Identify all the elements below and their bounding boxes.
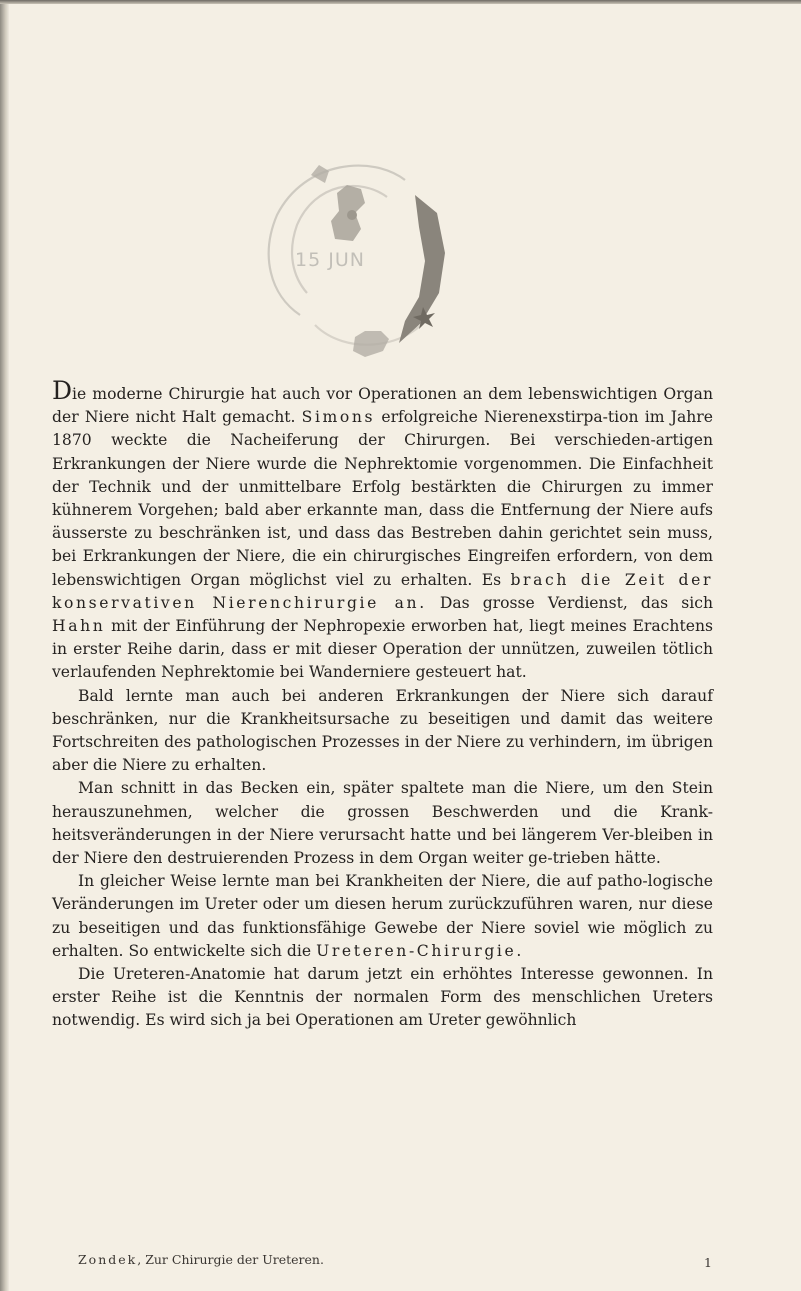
footer-author: Zondek — [78, 1252, 138, 1267]
drop-cap: D — [52, 376, 73, 405]
text-run: Die Ureteren-Anatomie hat darum jetzt ein erhöhtes Interesse gewonnen. In erster Reihe ist die Kenntnis der normalen Form des menschlichen Ureters notwendig. Es wird sich ja bei Operationen am Ureter gewöhnlich — [52, 965, 713, 1030]
page-footer — [78, 1252, 712, 1272]
emphasized-text: Ureteren-Chirurgie. — [316, 941, 524, 960]
paragraph — [52, 963, 713, 1033]
paragraph — [52, 376, 714, 685]
text-run: Das grosse Verdienst, das sich — [426, 593, 713, 612]
page-number: 1 — [704, 1255, 712, 1270]
text-run: Bald lernte man auch bei anderen Erkrankungen der Niere sich darauf beschränken, nur die Krankheitsursache zu beseitigen und damit das weitere Fortschreiten des pathologischen Prozesses in der Niere zu verhindern, im übrigen aber die Niere zu erhalten. — [52, 686, 713, 775]
emphasized-text: Hahn — [52, 617, 106, 636]
library-stamp — [255, 155, 455, 370]
text-run: In gleicher Weise lernte man bei Krankheiten der Niere, die auf patho-logische Veränderungen im Ureter oder um diesen herum zurückzuführen waren, nur diese zu beseitigen und das funktionsfähige Gewebe der Niere soviel wie möglich zu erhalten. So entwickelte sich die — [52, 872, 713, 960]
stamp-bottom-mark — [353, 331, 389, 357]
footer-citation — [78, 1252, 324, 1267]
text-run: ie moderne Chirurgie hat auch vor Operationen an dem lebenswichtigen Organ der Niere nicht Halt gemacht. — [52, 385, 713, 427]
stamp-top-mark — [311, 165, 329, 183]
page-top-edge — [0, 0, 801, 4]
footer-title: , Zur Chirurgie der Ureteren. — [137, 1252, 324, 1267]
paragraph — [52, 777, 713, 870]
stamp-date: 15 JUN — [295, 249, 365, 271]
body-text — [52, 376, 714, 1033]
text-run: mit der Einführung der Nephropexie erworben hat, liegt meines Erachtens in erster Reihe darin, dass er mit dieser Operation der unnützen, zuweilen tötlich verlaufenden Nephrektomie bei Wanderniere gesteuert hat. — [52, 617, 713, 682]
text-run: Man schnitt in das Becken ein, später spaltete man die Niere, um den Stein herauszunehmen, welcher die grossen Beschwerden und die Krank-heitsveränderungen in der Niere verursacht hatte und bei längerem Ver-bleiben in der Niere den destruierenden Prozess in dem Organ weiter ge-trieben hätte. — [52, 779, 713, 868]
paragraph — [52, 685, 713, 778]
text-run: erfolgreiche Nierenexstirpa-tion im Jahre 1870 weckte die Nacheiferung der Chirurgen. Bei verschieden-artigen Erkrankungen der Niere wurde die Nephrektomie vorgenommen. Die Einfachheit der Technik und der unmittelbare Erfolg bestärkten die Chirurgen zu immer kühnerem Vorgehen; bald aber erkannte man, dass die Entfernung der Niere aufs äusserste zu beschränken ist, und dass das Bestreben dahin gerichtet sein muss, bei Erkrankungen der Niere, die ein chirurgisches Eingreifen erfordern, von dem lebenswichtigen Organ möglichst viel zu erhalten. Es — [52, 408, 713, 589]
emphasized-text: Simons — [301, 408, 376, 427]
emphasized-text: brach die Zeit der konservativen Nierenchirurgie an. — [52, 570, 714, 612]
paragraph — [52, 870, 713, 963]
stamp-emblem-dot — [347, 210, 357, 220]
page-binding-edge — [0, 0, 9, 1291]
